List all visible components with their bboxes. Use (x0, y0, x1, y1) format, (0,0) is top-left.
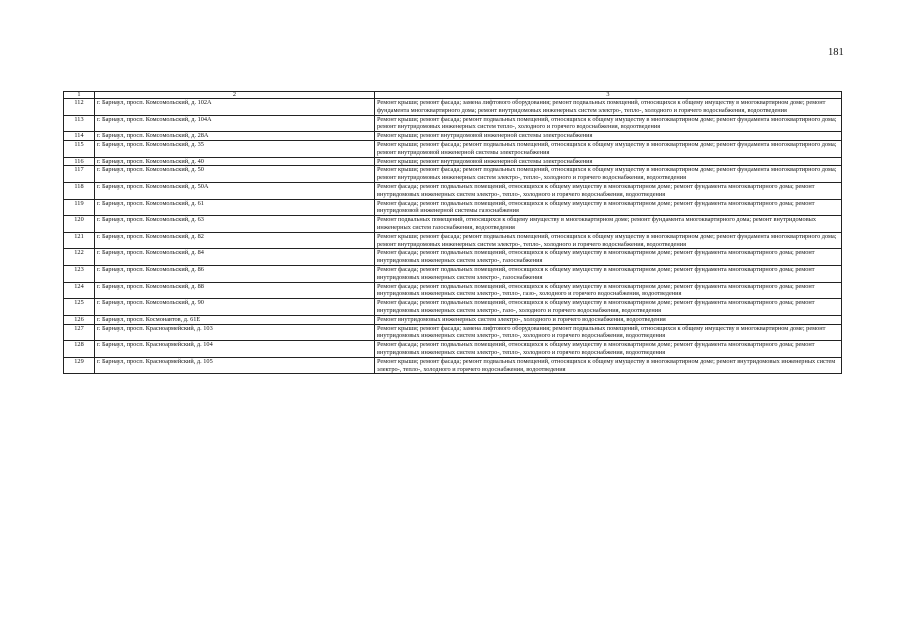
table-row (64, 249, 842, 266)
row-address: г. Барнаул, просп. Комсомольский, д. 28А (95, 132, 375, 141)
row-address: г. Барнаул, просп. Комсомольский, д. 40 (95, 157, 375, 166)
row-works: Ремонт крыши; ремонт фасада; ремонт подвальных помещений, относящихся к общему имуществу в многоквартирном доме; ремонт внутридомовых инженерных систем электро-, тепло-, холодного и горячего водоснабжения, водоотведения (375, 357, 842, 374)
row-address: г. Барнаул, просп. Комсомольский, д. 82 (95, 232, 375, 249)
table-row (64, 140, 842, 157)
row-number: 129 (64, 357, 95, 374)
row-works: Ремонт фасада; ремонт подвальных помещений, относящихся к общему имуществу в многоквартирном доме; ремонт фундамента многоквартирного дома; ремонт внутридомовой инженерной системы газоснабжения (375, 199, 842, 216)
row-address: г. Барнаул, просп. Комсомольский, д. 50А (95, 182, 375, 199)
row-number: 126 (64, 315, 95, 324)
row-works: Ремонт фасада; ремонт подвальных помещений, относящихся к общему имуществу в многоквартирном доме; ремонт фундамента многоквартирного дома; ремонт внутридомовых инженерных систем электро-, газо-, холодного и горячего водоснабжения, водоотведения (375, 299, 842, 316)
row-works: Ремонт внутридомовых инженерных систем электро-, холодного и горячего водоснабжения, водоотведения (375, 315, 842, 324)
row-address: г. Барнаул, просп. Комсомольский, д. 102А (95, 99, 375, 116)
row-works: Ремонт крыши; ремонт фасада; ремонт подвальных помещений, относящихся к общему имуществу в многоквартирном доме; ремонт фундамента многоквартирного дома; ремонт внутридомовых инженерных систем электро-, тепло-, холодного и горячего водоснабжения, водоотведения (375, 166, 842, 183)
row-number: 127 (64, 324, 95, 341)
row-works: Ремонт крыши; ремонт фасада; ремонт подвальных помещений, относящихся к общему имуществу в многоквартирном доме; ремонт фундамента многоквартирного дома; ремонт внутридомовых инженерных систем тепло-, холодного и горячего водоснабжения, водоотведения (375, 115, 842, 132)
row-address: г. Барнаул, просп. Комсомольский, д. 35 (95, 140, 375, 157)
table-row (64, 265, 842, 282)
row-works: Ремонт фасада; ремонт подвальных помещений, относящихся к общему имуществу в многоквартирном доме; ремонт фундамента многоквартирного дома; ремонт внутридомовых инженерных систем электро-, газоснабжения (375, 265, 842, 282)
row-number: 116 (64, 157, 95, 166)
table-row (64, 357, 842, 374)
row-works: Ремонт крыши; ремонт фасада; ремонт подвальных помещений, относящихся к общему имуществу в многоквартирном доме; ремонт фундамента многоквартирного дома; ремонт внутридомовых инженерных систем электро-, тепло-, холодного и горячего водоснабжения, водоотведения (375, 232, 842, 249)
row-works: Ремонт крыши; ремонт фасада; ремонт подвальных помещений, относящихся к общему имуществу в многоквартирном доме; ремонт фундамента многоквартирного дома; ремонт внутридомовой инженерной системы электроснабжения (375, 140, 842, 157)
table-row (64, 216, 842, 233)
row-number: 121 (64, 232, 95, 249)
row-works: Ремонт фасада; ремонт подвальных помещений, относящихся к общему имуществу в многоквартирном доме; ремонт фундамента многоквартирного дома; ремонт внутридомовых инженерных систем электро-, тепло-, газо-, холодного и горячего водоснабжения, водоотведения (375, 282, 842, 299)
header-col-1: 1 (64, 92, 95, 99)
row-number: 123 (64, 265, 95, 282)
row-number: 113 (64, 115, 95, 132)
row-address: г. Барнаул, просп. Комсомольский, д. 90 (95, 299, 375, 316)
page-number: 181 (828, 47, 844, 58)
row-works: Ремонт фасада; ремонт подвальных помещений, относящихся к общему имуществу в многоквартирном доме; ремонт фундамента многоквартирного дома; ремонт внутридомовых инженерных систем электро-, тепло-, холодного и горячего водоснабжения, водоотведения (375, 182, 842, 199)
table-row (64, 299, 842, 316)
table-body (64, 92, 842, 374)
header-col-2: 2 (95, 92, 375, 99)
row-number: 115 (64, 140, 95, 157)
row-address: г. Барнаул, просп. Комсомольский, д. 84 (95, 249, 375, 266)
row-number: 112 (64, 99, 95, 116)
row-works: Ремонт крыши; ремонт внутридомовой инженерной системы электроснабжения (375, 132, 842, 141)
row-number: 118 (64, 182, 95, 199)
table-row (64, 115, 842, 132)
row-number: 124 (64, 282, 95, 299)
table-row (64, 199, 842, 216)
table-row (64, 157, 842, 166)
row-number: 125 (64, 299, 95, 316)
table-row (64, 341, 842, 358)
row-works: Ремонт фасада; ремонт подвальных помещений, относящихся к общему имуществу в многоквартирном доме; ремонт фундамента многоквартирного дома; ремонт внутридомовых инженерных систем электро-, газоснабжения (375, 249, 842, 266)
row-address: г. Барнаул, просп. Комсомольский, д. 63 (95, 216, 375, 233)
row-number: 119 (64, 199, 95, 216)
table-row (64, 99, 842, 116)
row-address: г. Барнаул, просп. Комсомольский, д. 61 (95, 199, 375, 216)
row-works: Ремонт крыши; ремонт фасада; замена лифтового оборудования; ремонт подвальных помещений, относящихся к общему имуществу в многоквартирном доме; ремонт внутридомовых инженерных систем электро-, тепло-, холодного и горячего водоснабжения, водоотведения (375, 324, 842, 341)
row-address: г. Барнаул, просп. Комсомольский, д. 50 (95, 166, 375, 183)
row-works: Ремонт крыши; ремонт внутридомовой инженерной системы электроснабжения (375, 157, 842, 166)
row-address: г. Барнаул, просп. Красноармейский, д. 105 (95, 357, 375, 374)
table-row (64, 132, 842, 141)
table-row (64, 232, 842, 249)
row-address: г. Барнаул, просп. Красноармейский, д. 104 (95, 341, 375, 358)
row-works: Ремонт подвальных помещений, относящихся к общему имуществу в многоквартирном доме; ремонт фундамента многоквартирного дома; ремонт внутридомовых инженерных систем газоснабжения, водоотведения (375, 216, 842, 233)
row-works: Ремонт фасада; ремонт подвальных помещений, относящихся к общему имуществу в многоквартирном доме; ремонт фундамента многоквартирного дома; ремонт внутридомовых инженерных систем электро-, тепло-, холодного и горячего водоснабжения, водоотведения (375, 341, 842, 358)
row-number: 120 (64, 216, 95, 233)
row-number: 122 (64, 249, 95, 266)
row-address: г. Барнаул, просп. Комсомольский, д. 88 (95, 282, 375, 299)
row-address: г. Барнаул, просп. Космонавтов, д. 61Е (95, 315, 375, 324)
table-header-row (64, 92, 842, 99)
row-number: 128 (64, 341, 95, 358)
header-col-3: 3 (375, 92, 842, 99)
row-address: г. Барнаул, просп. Красноармейский, д. 103 (95, 324, 375, 341)
works-table (63, 91, 842, 374)
table-row (64, 166, 842, 183)
row-works: Ремонт крыши; ремонт фасада; замена лифтового оборудования; ремонт подвальных помещений, относящихся к общему имуществу в многоквартирном доме; ремонт фундамента многоквартирного дома; ремонт внутридомовых инженерных систем электро-, тепло-, холодного и горячего водоснабжения, водоотведения (375, 99, 842, 116)
table-row (64, 182, 842, 199)
row-address: г. Барнаул, просп. Комсомольский, д. 104А (95, 115, 375, 132)
table-row (64, 315, 842, 324)
table-row (64, 282, 842, 299)
row-address: г. Барнаул, просп. Комсомольский, д. 86 (95, 265, 375, 282)
row-number: 117 (64, 166, 95, 183)
table-row (64, 324, 842, 341)
row-number: 114 (64, 132, 95, 141)
